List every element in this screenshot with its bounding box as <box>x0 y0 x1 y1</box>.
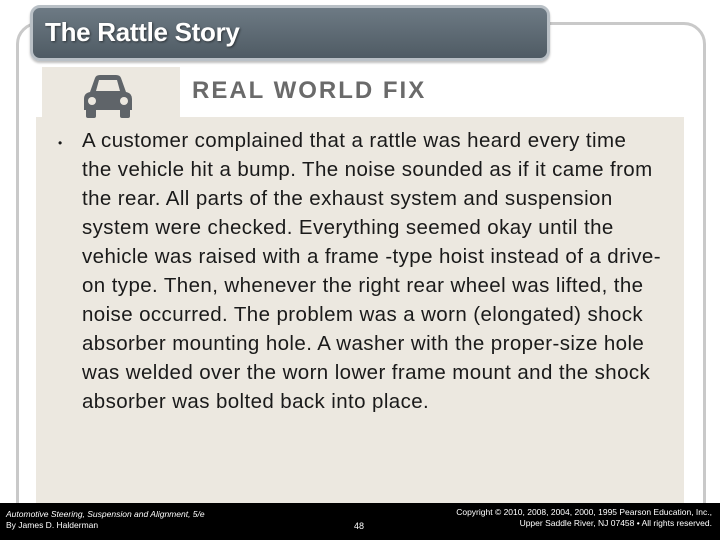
banner-heading: REAL WORLD FIX <box>192 77 427 104</box>
page-number: 48 <box>354 521 365 531</box>
footer-bar <box>0 503 720 540</box>
copyright-line-2: Upper Saddle River, NJ 07458 • All rights reserved. <box>519 518 712 528</box>
body-paragraph: A customer complained that a rattle was heard every time the vehicle hit a bump. The noise sounded as if it came from the rear. All parts of the exhaust system and suspension system were checked. Everything seemed okay until the vehicle was raised with a frame -type hoist instead of a drive-on type. Then, whenever the right rear wheel was lifted, the noise occurred. The problem was a worn (elongated) shock absorber mounting hole. A washer with the proper-size hole was welded over the worn lower frame mount and the shock absorber was bolted back into place. <box>82 129 661 413</box>
car-icon <box>78 70 138 122</box>
slide-title: The Rattle Story <box>45 17 240 47</box>
footer-copyright <box>456 507 712 529</box>
copyright-line-1: Copyright © 2010, 2008, 2004, 2000, 1995 Pearson Education, Inc., <box>456 507 712 517</box>
footer-book-title: Automotive Steering, Suspension and Alignment, 5/e <box>6 509 205 519</box>
bullet-marker: • <box>58 136 63 150</box>
footer-book-info <box>6 509 205 531</box>
footer-author: By James D. Halderman <box>6 520 99 530</box>
